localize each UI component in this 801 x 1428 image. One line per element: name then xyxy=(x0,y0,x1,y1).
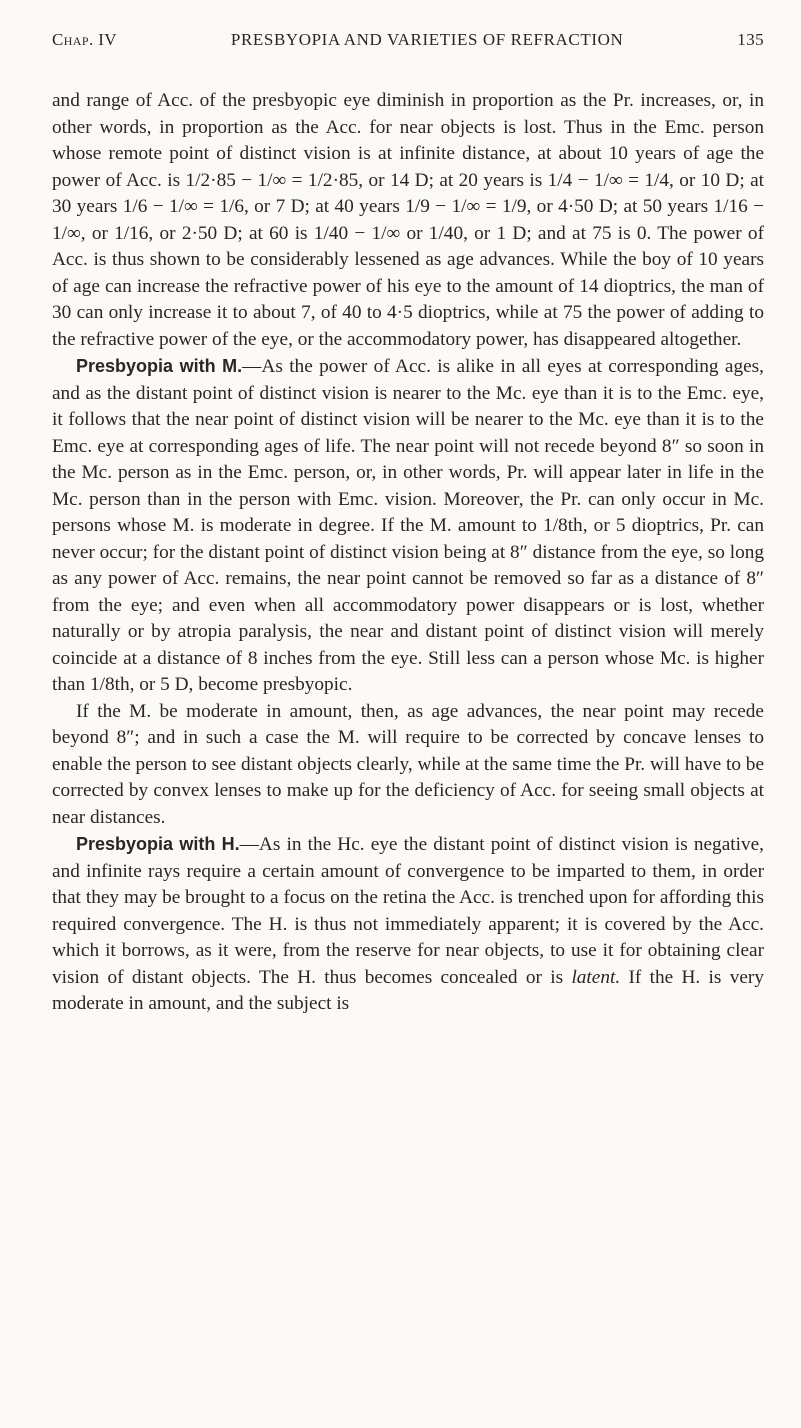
section-heading-presbyopia-with-m: Presbyopia with M. xyxy=(76,356,243,376)
running-title: PRESBYOPIA AND VARIETIES OF REFRACTION xyxy=(230,30,624,49)
paragraph-text: If the M. be moderate in amount, then, as age advances, the near point may recede beyond 8″; and in such a case the M. will require to be corrected by concave lenses to enable the person to see distant objects clearly, while at the same time the Pr. will have to be corrected by convex lenses to make up for the deficiency of Acc. for seeing small objects at near distances. xyxy=(52,700,764,828)
paragraph-presbyopia-hypermetropia xyxy=(52,831,764,1018)
paragraph-text: —As the power of Acc. is alike in all eyes at corresponding ages, and as the distant point of distinct vision is nearer to the Mc. eye than it is to the Emc. eye, it follows that the near point of distinct vision will be nearer to the Mc. eye than it is to the Emc. eye at corresponding ages of life. The near point will not recede beyond 8″ so soon in the Mc. person as in the Emc. person, or, in other words, Pr. will appear later in life in the Mc. person than in the person with Emc. vision. Moreover, the Pr. can only occur in Mc. persons whose M. is moderate in degree. If the M. amount to 1/8th, or 5 dioptrics, Pr. can never occur; for the distant point of distinct vision being at 8″ distance from the eye, so long as any power of Acc. remains, the near point cannot be removed so far as a distance of 8″ from the eye; and even when all accommodatory power disappears or is lost, whether naturally or by atropia paralysis, the near and distant point of distinct vision will merely coincide at a distance of 8 inches from the eye. Still less can a person whose Mc. is higher than 1/8th, or 5 D, become presbyopic. xyxy=(52,356,764,695)
section-heading-presbyopia-with-h: Presbyopia with H. xyxy=(76,834,240,854)
paragraph-moderate-myopia xyxy=(52,699,764,832)
paragraph-text: and range of Acc. of the presbyopic eye diminish in proportion as the Pr. increases, or, in other words, in proportion as the Acc. for near objects is lost. Thus in the Emc. person whose remote point of distinct vision is at infinite distance, at about 10 years of age the power of Acc. is 1/2·85 − 1/∞ = 1/2·85, or 14 D; at 20 years is 1/4 − 1/∞ = 1/4, or 10 D; at 30 years 1/6 − 1/∞ = 1/6, or 7 D; at 40 years 1/9 − 1/∞ = 1/9, or 4·50 D; at 50 years 1/16 − 1/∞, or 1/16, or 2·50 D; at 60 is 1/40 − 1/∞ or 1/40, or 1 D; and at 75 is 0. The power of Acc. is thus shown to be considerably lessened as age advances. While the boy of 10 years of age can increase the refractive power of his eye to the amount of 14 dioptrics, the man of 30 can only increase it to about 7, of 40 to 4·5 dioptrics, while at 75 the power of adding to the refractive power of the eye, or the accommodatory power, has disappeared altogether. xyxy=(52,90,764,350)
italic-term-latent: latent. xyxy=(571,966,621,988)
paragraph-presbyopia-myopia xyxy=(52,353,764,699)
paragraph-accommodation-range xyxy=(52,88,764,353)
page-number: 135 xyxy=(737,30,764,49)
running-head xyxy=(52,30,764,60)
book-page xyxy=(52,30,764,1018)
paragraph-text: —As in the Hc. eye the distant point of distinct vision is negative, and infinite rays require a certain amount of convergence to be imparted to them, in order that they may be brought to a focus on the retina the Acc. is trenched upon for affording this required convergence. The H. is thus not immediately apparent; it is covered by the Acc. which it borrows, as it were, from the reserve for near objects, to use it for obtaining clear vision of distant objects. The H. thus becomes concealed or is xyxy=(52,834,764,988)
body-text xyxy=(52,88,764,1018)
paragraph-text-continued: If the H. is very moderate in amount, and the subject is xyxy=(52,966,764,1014)
chapter-label: Chap. IV xyxy=(52,30,117,49)
